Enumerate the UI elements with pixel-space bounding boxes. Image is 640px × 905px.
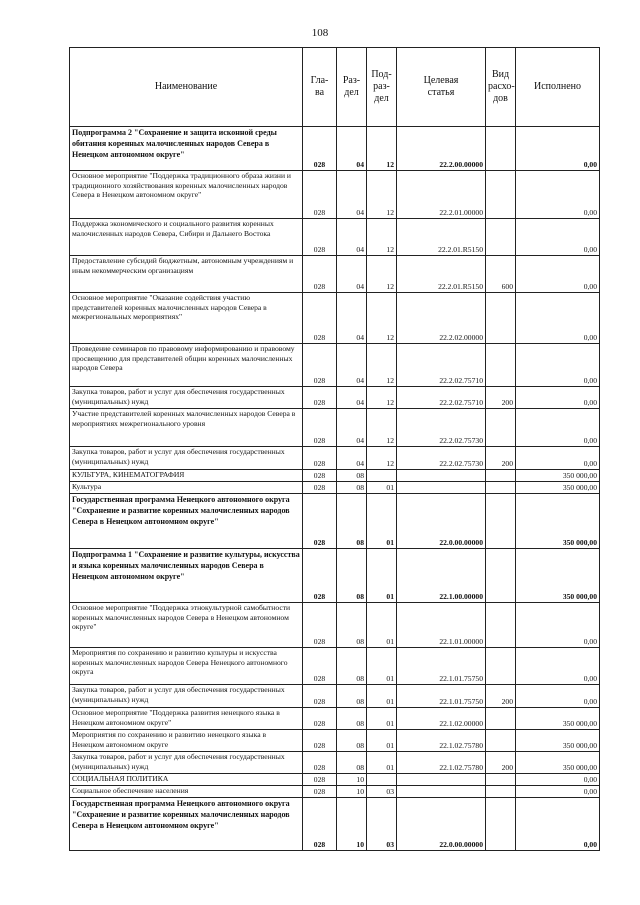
- row-glava: 028: [303, 387, 337, 409]
- row-name: Закупка товаров, работ и услуг для обеспечения государственных (муниципальных) нужд: [70, 752, 303, 774]
- row-target: 22.0.00.00000: [397, 798, 486, 851]
- row-glava: 028: [303, 603, 337, 648]
- row-podrazdel: 01: [367, 708, 397, 730]
- row-podrazdel: 12: [367, 219, 397, 256]
- row-razdel: 10: [337, 774, 367, 786]
- row-glava: 028: [303, 708, 337, 730]
- row-podrazdel: 01: [367, 648, 397, 685]
- row-target: 22.2.01.00000: [397, 171, 486, 219]
- header-name: Наименование: [70, 48, 303, 127]
- row-razdel: 08: [337, 752, 367, 774]
- table-row: [70, 387, 600, 409]
- row-target: 22.2.02.75730: [397, 447, 486, 470]
- row-target: 22.1.01.75750: [397, 648, 486, 685]
- table-row: [70, 798, 600, 851]
- table-row: [70, 470, 600, 482]
- row-podrazdel: 03: [367, 786, 397, 798]
- row-executed: 0,00: [516, 256, 600, 293]
- row-name: Государственная программа Ненецкого автономного округа "Сохранение и развитие коренных малочисленных народов Севера в Ненецком автономном округе": [70, 798, 303, 851]
- row-vid: 600: [486, 256, 516, 293]
- row-executed: 350 000,00: [516, 470, 600, 482]
- row-razdel: 04: [337, 127, 367, 171]
- row-executed: 0,00: [516, 685, 600, 708]
- row-name: Поддержка экономического и социального развития коренных малочисленных народов Севера, Сибири и Дальнего Востока: [70, 219, 303, 256]
- row-name: Подпрограмма 1 "Сохранение и развитие культуры, искусства и языка коренных малочисленных народов Севера в Ненецком автономном округе": [70, 549, 303, 603]
- row-glava: 028: [303, 409, 337, 447]
- row-vid: [486, 171, 516, 219]
- row-podrazdel: 01: [367, 549, 397, 603]
- row-name: Основное мероприятие "Поддержка традиционного образа жизни и традиционного хозяйствования коренных малочисленных народов Севера в Ненецком автономном округе": [70, 171, 303, 219]
- row-name: Закупка товаров, работ и услуг для обеспечения государственных (муниципальных) нужд: [70, 685, 303, 708]
- row-razdel: 08: [337, 730, 367, 752]
- row-target: 22.2.02.00000: [397, 293, 486, 344]
- row-name: Участие представителей коренных малочисленных народов Севера в мероприятиях межрегионального уровня: [70, 409, 303, 447]
- row-name: Социальное обеспечение населения: [70, 786, 303, 798]
- row-name: Закупка товаров, работ и услуг для обеспечения государственных (муниципальных) нужд: [70, 387, 303, 409]
- table-row: [70, 219, 600, 256]
- row-executed: 0,00: [516, 127, 600, 171]
- row-glava: 028: [303, 648, 337, 685]
- row-executed: 0,00: [516, 774, 600, 786]
- row-podrazdel: 12: [367, 387, 397, 409]
- row-executed: 0,00: [516, 786, 600, 798]
- row-executed: 350 000,00: [516, 752, 600, 774]
- row-podrazdel: 12: [367, 293, 397, 344]
- row-razdel: 04: [337, 256, 367, 293]
- row-podrazdel: 01: [367, 494, 397, 549]
- table-row: [70, 685, 600, 708]
- row-glava: 028: [303, 549, 337, 603]
- row-target: 22.1.00.00000: [397, 549, 486, 603]
- row-executed: 0,00: [516, 603, 600, 648]
- row-target: 22.2.02.75710: [397, 344, 486, 387]
- row-vid: [486, 798, 516, 851]
- row-vid: 200: [486, 387, 516, 409]
- table-row: [70, 482, 600, 494]
- row-executed: 0,00: [516, 293, 600, 344]
- row-razdel: 04: [337, 387, 367, 409]
- row-glava: 028: [303, 798, 337, 851]
- row-executed: 350 000,00: [516, 549, 600, 603]
- row-razdel: 08: [337, 685, 367, 708]
- row-executed: 0,00: [516, 447, 600, 470]
- row-target: 22.0.00.00000: [397, 494, 486, 549]
- header-vid: Вид расхо- дов: [486, 48, 516, 127]
- table-row: [70, 447, 600, 470]
- row-razdel: 04: [337, 409, 367, 447]
- row-vid: [486, 219, 516, 256]
- row-razdel: 08: [337, 549, 367, 603]
- row-podrazdel: 03: [367, 798, 397, 851]
- row-glava: 028: [303, 293, 337, 344]
- row-glava: 028: [303, 127, 337, 171]
- row-name: Основное мероприятие "Оказание содействия участию представителей коренных малочисленных народов Севера в межрегиональных мероприятиях": [70, 293, 303, 344]
- row-podrazdel: 01: [367, 685, 397, 708]
- row-executed: 0,00: [516, 344, 600, 387]
- table-row: [70, 409, 600, 447]
- row-executed: 350 000,00: [516, 708, 600, 730]
- row-podrazdel: [367, 774, 397, 786]
- row-executed: 0,00: [516, 171, 600, 219]
- row-razdel: 04: [337, 293, 367, 344]
- table-row: [70, 494, 600, 549]
- table-row: [70, 786, 600, 798]
- row-executed: 0,00: [516, 219, 600, 256]
- row-name: Проведение семинаров по правовому информированию и правовому просвещению для представителей общин коренных малочисленных народов Севера: [70, 344, 303, 387]
- row-name: Подпрограмма 2 "Сохранение и защита исконной среды обитания коренных малочисленных народов Севера в Ненецком автономном округе": [70, 127, 303, 171]
- row-target: 22.2.01.R5150: [397, 219, 486, 256]
- row-glava: 028: [303, 685, 337, 708]
- row-razdel: 08: [337, 494, 367, 549]
- row-name: Закупка товаров, работ и услуг для обеспечения государственных (муниципальных) нужд: [70, 447, 303, 470]
- row-vid: [486, 409, 516, 447]
- table-header-row: [70, 48, 600, 127]
- row-vid: [486, 127, 516, 171]
- row-razdel: 08: [337, 648, 367, 685]
- table-row: [70, 293, 600, 344]
- row-podrazdel: 12: [367, 447, 397, 470]
- row-glava: 028: [303, 494, 337, 549]
- table-row: [70, 256, 600, 293]
- row-name: Предоставление субсидий бюджетным, автономным учреждениям и иным некоммерческим организациям: [70, 256, 303, 293]
- row-razdel: 04: [337, 171, 367, 219]
- row-executed: 0,00: [516, 409, 600, 447]
- row-razdel: 10: [337, 786, 367, 798]
- row-target: 22.2.01.R5150: [397, 256, 486, 293]
- row-razdel: 08: [337, 603, 367, 648]
- row-glava: 028: [303, 219, 337, 256]
- row-target: 22.1.01.75750: [397, 685, 486, 708]
- table-row: [70, 549, 600, 603]
- row-vid: [486, 293, 516, 344]
- header-executed: Исполнено: [516, 48, 600, 127]
- row-name: Основное мероприятие "Поддержка этнокультурной самобытности коренных малочисленных народов Севера в Ненецком автономном округе": [70, 603, 303, 648]
- row-glava: 028: [303, 774, 337, 786]
- row-razdel: 08: [337, 708, 367, 730]
- row-name: Культура: [70, 482, 303, 494]
- row-vid: [486, 786, 516, 798]
- row-vid: [486, 603, 516, 648]
- budget-execution-table: [69, 47, 600, 851]
- row-name: Мероприятия по сохранению и развитию культуры и искусства коренных малочисленных народов Севера Ненецкого автономного округа: [70, 648, 303, 685]
- row-razdel: 10: [337, 798, 367, 851]
- row-executed: 0,00: [516, 798, 600, 851]
- row-executed: 350 000,00: [516, 730, 600, 752]
- row-vid: [486, 482, 516, 494]
- row-vid: [486, 648, 516, 685]
- row-target: [397, 482, 486, 494]
- header-target: Целевая статья: [397, 48, 486, 127]
- row-target: [397, 786, 486, 798]
- row-podrazdel: 12: [367, 344, 397, 387]
- row-name: Основное мероприятие "Поддержка развития ненецкого языка в Ненецком автономном округе": [70, 708, 303, 730]
- row-target: 22.1.02.00000: [397, 708, 486, 730]
- row-target: [397, 774, 486, 786]
- row-razdel: 04: [337, 219, 367, 256]
- row-glava: 028: [303, 171, 337, 219]
- table-row: [70, 648, 600, 685]
- row-glava: 028: [303, 344, 337, 387]
- row-target: 22.2.00.00000: [397, 127, 486, 171]
- row-glava: 028: [303, 447, 337, 470]
- row-executed: 0,00: [516, 387, 600, 409]
- row-podrazdel: 01: [367, 603, 397, 648]
- row-glava: 028: [303, 482, 337, 494]
- table-row: [70, 127, 600, 171]
- row-podrazdel: 12: [367, 256, 397, 293]
- row-vid: [486, 730, 516, 752]
- row-vid: [486, 708, 516, 730]
- row-podrazdel: 01: [367, 482, 397, 494]
- row-vid: [486, 774, 516, 786]
- row-vid: [486, 344, 516, 387]
- row-glava: 028: [303, 256, 337, 293]
- row-razdel: 08: [337, 482, 367, 494]
- table-row: [70, 774, 600, 786]
- row-vid: 200: [486, 752, 516, 774]
- row-glava: 028: [303, 786, 337, 798]
- row-name: КУЛЬТУРА, КИНЕМАТОГРАФИЯ: [70, 470, 303, 482]
- header-podrazdel: Под- раз- дел: [367, 48, 397, 127]
- row-podrazdel: 12: [367, 409, 397, 447]
- row-target: 22.2.02.75710: [397, 387, 486, 409]
- row-vid: 200: [486, 447, 516, 470]
- row-glava: 028: [303, 730, 337, 752]
- table-row: [70, 752, 600, 774]
- row-razdel: 08: [337, 470, 367, 482]
- row-name: Мероприятия по сохранению и развитию ненецкого языка в Ненецком автономном округе: [70, 730, 303, 752]
- header-razdel: Раз- дел: [337, 48, 367, 127]
- row-glava: 028: [303, 752, 337, 774]
- table-row: [70, 344, 600, 387]
- row-executed: 350 000,00: [516, 482, 600, 494]
- table-row: [70, 708, 600, 730]
- row-name: СОЦИАЛЬНАЯ ПОЛИТИКА: [70, 774, 303, 786]
- table-row: [70, 730, 600, 752]
- row-podrazdel: 12: [367, 127, 397, 171]
- row-name: Государственная программа Ненецкого автономного округа "Сохранение и развитие коренных малочисленных народов Севера в Ненецком автономном округе": [70, 494, 303, 549]
- row-podrazdel: 01: [367, 730, 397, 752]
- row-executed: 0,00: [516, 648, 600, 685]
- row-podrazdel: [367, 470, 397, 482]
- row-target: 22.1.01.00000: [397, 603, 486, 648]
- row-vid: [486, 470, 516, 482]
- row-podrazdel: 01: [367, 752, 397, 774]
- row-razdel: 04: [337, 344, 367, 387]
- header-glava: Гла- ва: [303, 48, 337, 127]
- row-glava: 028: [303, 470, 337, 482]
- row-vid: [486, 494, 516, 549]
- row-podrazdel: 12: [367, 171, 397, 219]
- row-executed: 350 000,00: [516, 494, 600, 549]
- row-razdel: 04: [337, 447, 367, 470]
- row-vid: 200: [486, 685, 516, 708]
- row-target: 22.2.02.75730: [397, 409, 486, 447]
- table-row: [70, 603, 600, 648]
- row-target: 22.1.02.75780: [397, 752, 486, 774]
- row-vid: [486, 549, 516, 603]
- row-target: 22.1.02.75780: [397, 730, 486, 752]
- row-target: [397, 470, 486, 482]
- table-row: [70, 171, 600, 219]
- page-number: 108: [311, 27, 329, 39]
